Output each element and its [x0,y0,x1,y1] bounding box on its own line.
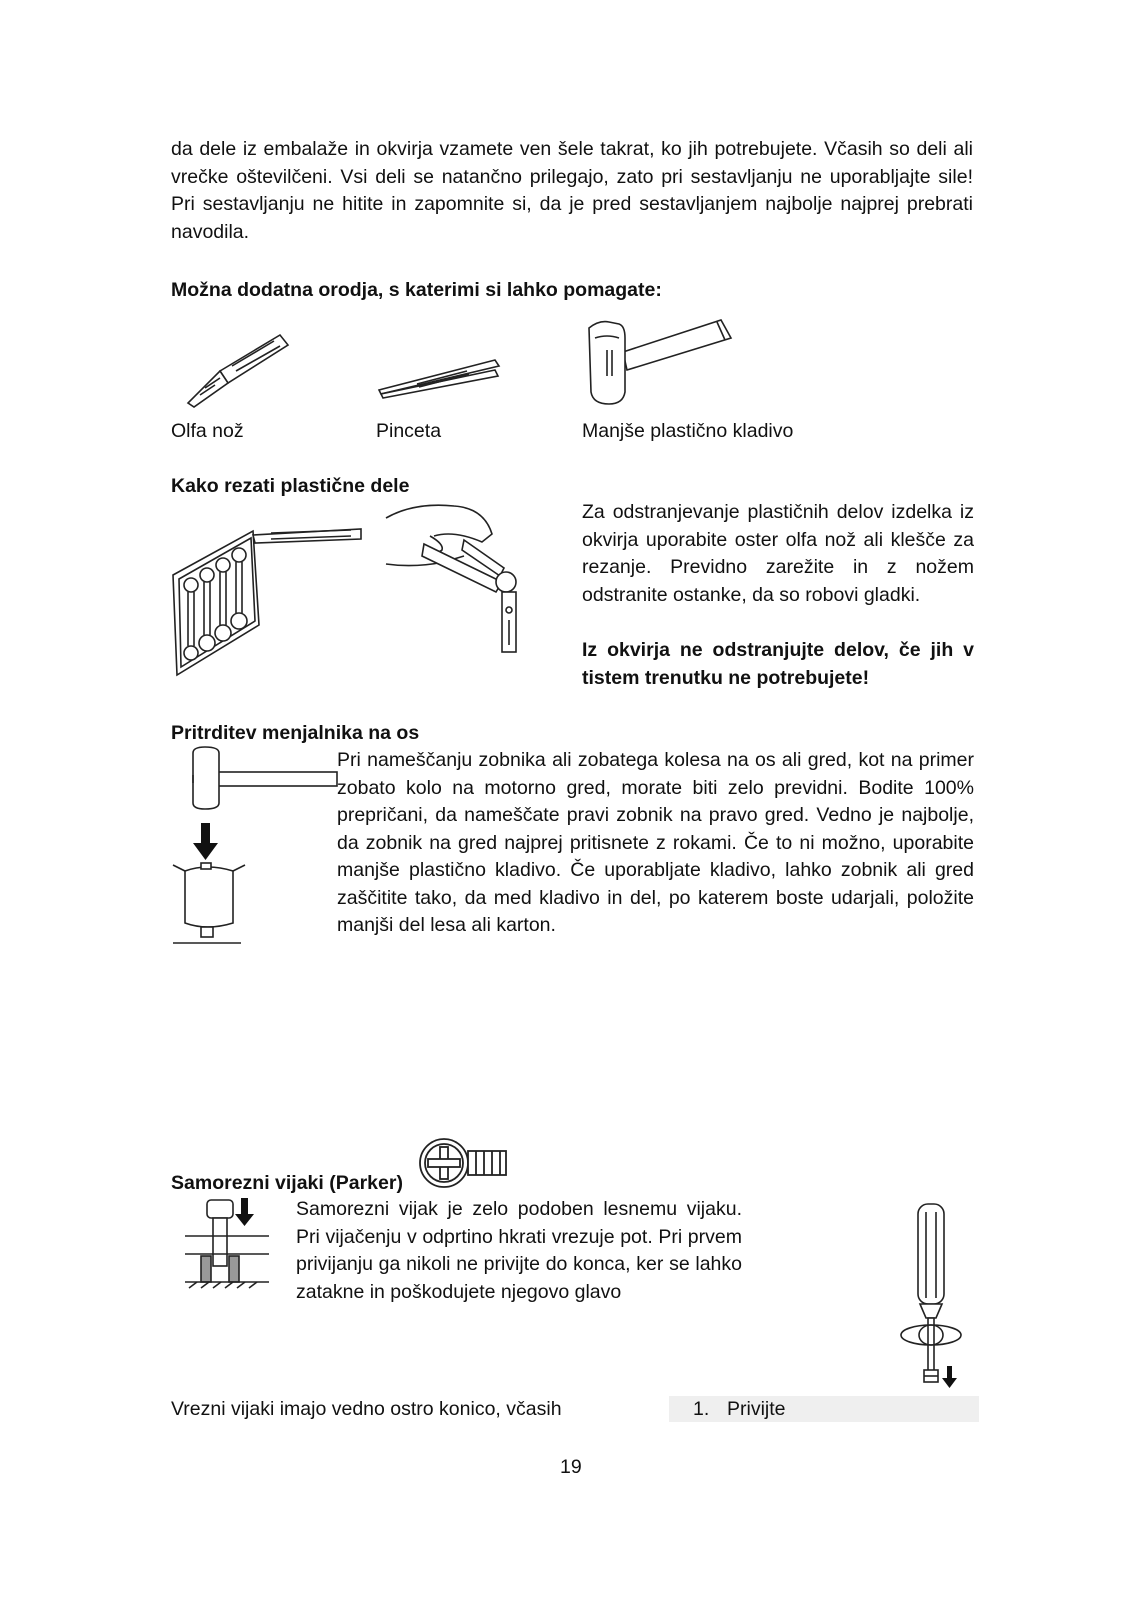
hammer-icon [585,318,735,410]
gear-text: Pri nameščanju zobnika ali zobatega kolesa na os ali gred, kot na primer zobato kolo na motorno gred, morate biti zelo previdni. Bodite 100% prepričani, da nameščate pravi zobnik na pravo gred. Vedno je najbolje, da zobnik na gred najprej pritisnete z rokami. Če to ni možno, uporabite manjše plastično kladivo. Če uporabljate kladivo, lahko zobnik ali gred zaščitite tako, da med kladivo in del, po katerem boste udarjali, položite manjši del lesa ali karton. [337,749,974,936]
screwdriver-icon [882,1200,972,1405]
bottom-text: Vrezni vijaki imajo vedno ostro konico, včasih [171,1398,562,1420]
sprue-frame-illustration [171,525,366,680]
tools-heading: Možna dodatna orodja, s katerimi si lahko pomagate: [171,279,662,301]
gear-heading: Pritrditev menjalnika na os [171,722,420,744]
step-label: Privijte [727,1398,786,1420]
hand-cutter-illustration [384,500,539,655]
utility-knife-icon [180,333,300,413]
step-number: 1. [693,1398,710,1420]
cutting-text: Za odstranjevanje plastičnih delov izdelka iz okvirja uporabite oster olfa nož ali klešče za rezanje. Previdno zarežite in z nožem odstranite ostanke, da so robovi gladki. [582,501,974,606]
screws-text: Samorezni vijak je zelo podoben lesnemu vijaku. Pri vijačenju v odprtino hkrati vrezuje pot. Pri prvem privijanju ga nikoli ne privijte do konca, ker se lahko zatakne in poškodujete njegovo glavo [296,1198,742,1303]
screw-section-illustration [183,1196,273,1292]
page-number: 19 [560,1456,582,1478]
screw-icon [418,1133,510,1195]
tool-label-knife: Olfa nož [171,420,244,442]
cutting-warning: Iz okvirja ne odstranjujte delov, če jih v tistem trenutku ne potrebujete! [582,639,974,689]
screws-heading: Samorezni vijaki (Parker) [171,1172,403,1194]
intro-paragraph: da dele iz embalaže in okvirja vzamete ven šele takrat, ko jih potrebujete. Včasih so deli ali vrečke oštevilčeni. Vsi deli se natančno prilegajo, zato pri sestavljanju ne uporabljajte sile! Pri sestavljanju ne hitite in zapomnite si, da je pred sestavljanjem najbolje najprej prebrati navodila. [171,138,973,243]
tweezers-icon [377,356,502,401]
cutting-heading: Kako rezati plastične dele [171,475,410,497]
tool-label-hammer: Manjše plastično kladivo [582,420,794,442]
step-bar [669,1396,979,1422]
tool-label-tweezers: Pinceta [376,420,442,442]
gear-mounting-illustration [171,745,341,960]
